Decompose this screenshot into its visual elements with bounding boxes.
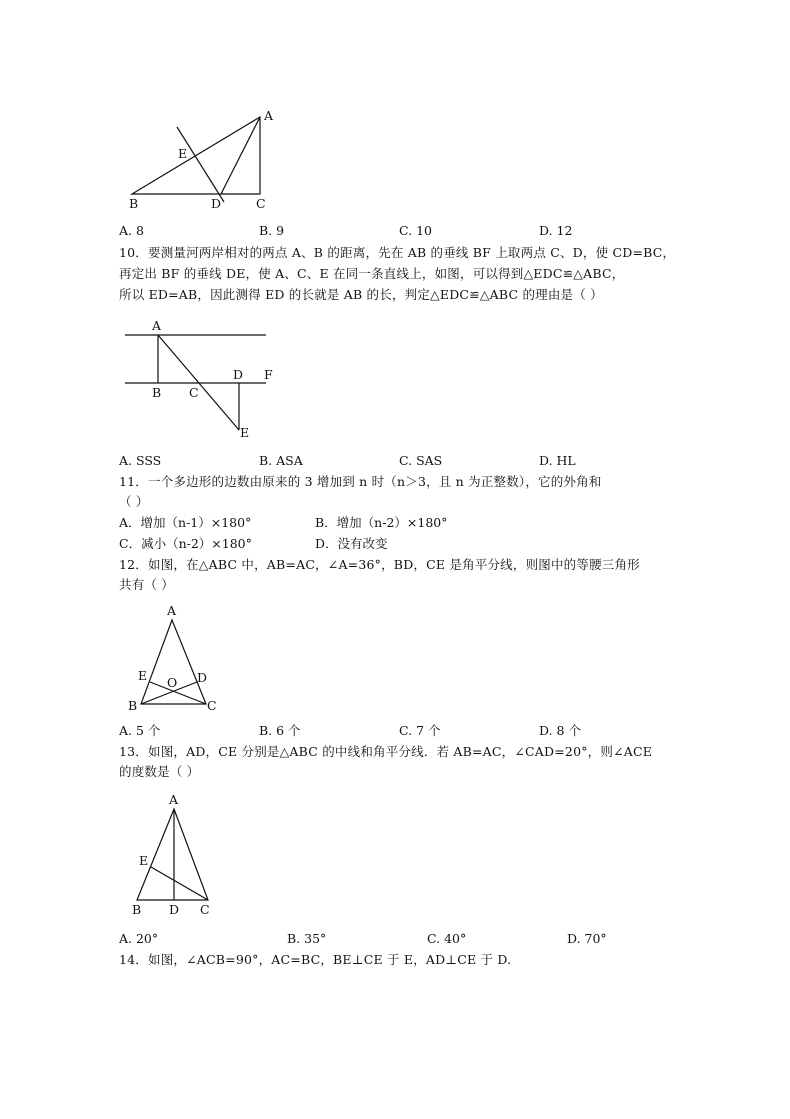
q13-option-a[interactable]: A. 20° bbox=[119, 931, 159, 946]
q10-label-e: E bbox=[240, 425, 250, 440]
q10-label-f: F bbox=[264, 367, 273, 382]
q9-label-b: B bbox=[129, 196, 139, 211]
q13-text-line-1: 13．如图，AD，CE 分别是△ABC 的中线和角平分线．若 AB=AC，∠CAD=20°，则∠ACE bbox=[119, 744, 653, 759]
q12-label-a: A bbox=[167, 603, 177, 618]
q12-option-c[interactable]: C. 7 个 bbox=[399, 723, 441, 738]
q12-figure bbox=[120, 600, 230, 715]
q12-label-o: O bbox=[167, 675, 178, 690]
q11-option-a[interactable]: A．增加（n-1）×180° bbox=[119, 515, 252, 530]
q10-label-d: D bbox=[233, 367, 244, 382]
q9-label-c: C bbox=[256, 196, 266, 211]
q12-text-line-1: 12．如图，在△ABC 中，AB=AC，∠A=36°，BD，CE 是角平分线，则图中的等腰三角形 bbox=[119, 557, 640, 572]
q12-label-b: B bbox=[128, 698, 138, 713]
q14-text-line-1: 14．如图，∠ACB=90°，AC=BC，BE⊥CE 于 E，AD⊥CE 于 D. bbox=[119, 952, 512, 967]
q9-figure bbox=[120, 105, 290, 215]
q12-bisector-ce bbox=[150, 682, 206, 704]
q13-text-line-2: 的度数是（ ） bbox=[119, 764, 200, 779]
q12-label-c: C bbox=[207, 698, 217, 713]
q12-option-b[interactable]: B. 6 个 bbox=[259, 723, 301, 738]
q11-option-c[interactable]: C．减小（n-2）×180° bbox=[119, 536, 252, 551]
q13-option-d[interactable]: D. 70° bbox=[567, 931, 607, 946]
q10-option-d[interactable]: D. HL bbox=[539, 453, 576, 468]
q10-text-line-1: 10．要测量河两岸相对的两点 A、B 的距离，先在 AB 的垂线 BF 上取两点 C、D，使 CD=BC， bbox=[119, 245, 676, 260]
q10-figure bbox=[120, 315, 290, 445]
q9-label-d: D bbox=[211, 196, 222, 211]
q12-label-d: D bbox=[197, 670, 208, 685]
q10-label-b: B bbox=[152, 385, 162, 400]
q10-option-c[interactable]: C. SAS bbox=[399, 453, 443, 468]
q10-option-a[interactable]: A. SSS bbox=[119, 453, 162, 468]
q11-option-d[interactable]: D．没有改变 bbox=[315, 536, 388, 551]
q9-label-e: E bbox=[178, 146, 188, 161]
q12-option-a[interactable]: A. 5 个 bbox=[119, 723, 161, 738]
q11-text-line-1: 11．一个多边形的边数由原来的 3 增加到 n 时（n＞3，且 n 为正整数），它的外角和 bbox=[119, 474, 602, 489]
q11-text-line-2: （ ） bbox=[119, 494, 149, 509]
q13-figure bbox=[120, 790, 230, 920]
q9-option-a[interactable]: A. 8 bbox=[119, 223, 144, 238]
q12-label-e: E bbox=[138, 668, 148, 683]
q10-label-a: A bbox=[152, 318, 162, 333]
q10-text-line-3: 所以 ED=AB，因此测得 ED 的长就是 AB 的长，判定△EDC≌△ABC 的理由是（ ） bbox=[119, 287, 603, 302]
q9-label-a: A bbox=[264, 108, 274, 123]
q11-option-b[interactable]: B．增加（n-2）×180° bbox=[315, 515, 448, 530]
q13-label-e: E bbox=[139, 853, 149, 868]
q12-text-line-2: 共有（ ） bbox=[119, 577, 174, 592]
q9-option-b[interactable]: B. 9 bbox=[259, 223, 285, 238]
q13-label-d: D bbox=[169, 902, 180, 917]
q12-option-d[interactable]: D. 8 个 bbox=[539, 723, 581, 738]
q10-text-line-2: 再定出 BF 的垂线 DE，使 A、C、E 在同一条直线上，如图，可以得到△EDC≌△ABC， bbox=[119, 266, 625, 281]
q9-option-d[interactable]: D. 12 bbox=[539, 223, 573, 238]
q13-option-c[interactable]: C. 40° bbox=[427, 931, 467, 946]
q10-label-c: C bbox=[189, 385, 199, 400]
q13-label-b: B bbox=[132, 902, 142, 917]
q13-label-a: A bbox=[169, 792, 179, 807]
q13-bisector-ce bbox=[151, 867, 208, 900]
q9-option-c[interactable]: C. 10 bbox=[399, 223, 432, 238]
q13-label-c: C bbox=[200, 902, 210, 917]
q10-option-b[interactable]: B. ASA bbox=[259, 453, 303, 468]
q13-option-b[interactable]: B. 35° bbox=[287, 931, 327, 946]
q9-line-perp-bisector bbox=[177, 127, 224, 202]
